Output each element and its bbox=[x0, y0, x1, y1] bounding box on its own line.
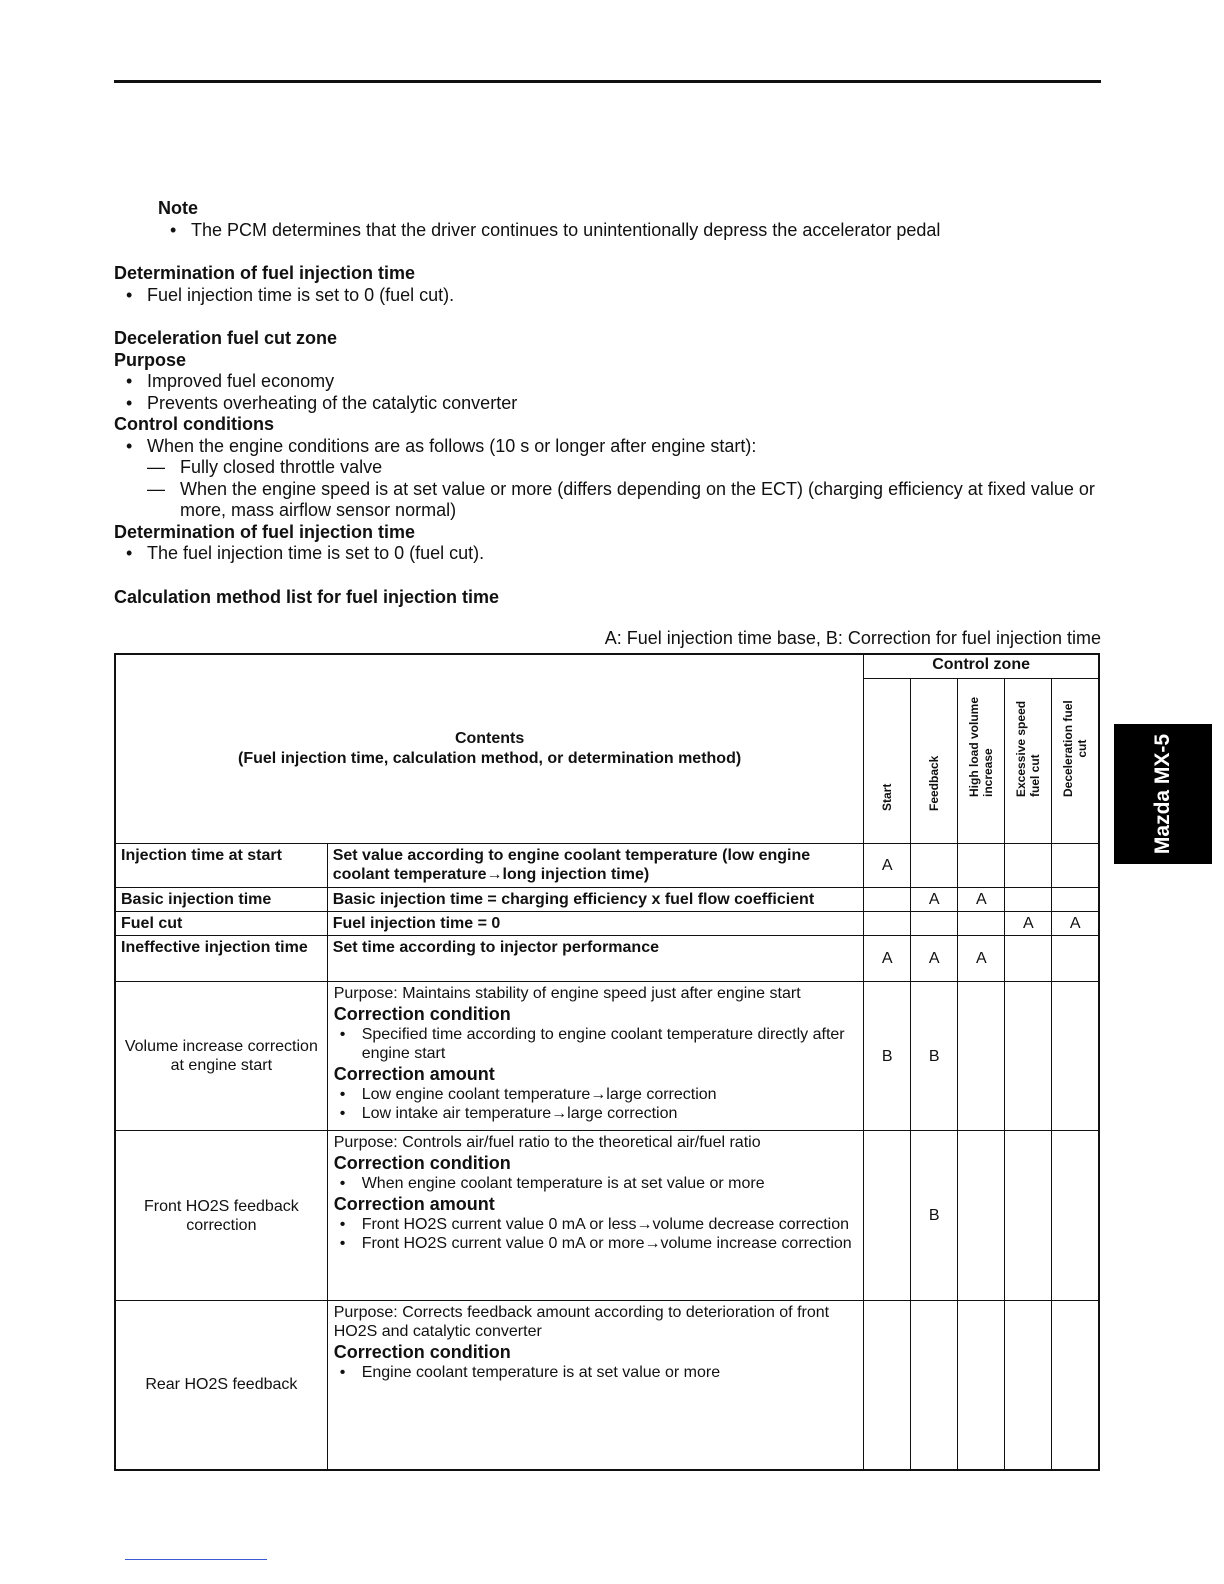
zone-label: Feedback bbox=[927, 755, 942, 811]
zone-label: increase bbox=[981, 748, 996, 797]
zone-mark bbox=[1052, 844, 1099, 888]
table-row bbox=[115, 1301, 1099, 1470]
zone-mark: B bbox=[911, 982, 958, 1131]
contents-header-line1: Contents bbox=[454, 730, 525, 747]
row-label: Basic injection time bbox=[115, 888, 327, 912]
table-row bbox=[115, 844, 1099, 888]
purpose-text: Purpose: Maintains stability of engine speed just after engine start bbox=[333, 985, 801, 1002]
amount-heading: Correction amount bbox=[333, 1194, 495, 1214]
list-item: • Specified time according to engine coolant temperature directly after engine start bbox=[334, 1025, 858, 1063]
zone-mark: A bbox=[958, 888, 1005, 912]
zone-header-start bbox=[864, 679, 911, 844]
control-list bbox=[114, 436, 1101, 458]
zone-header-deceleration bbox=[1052, 679, 1099, 844]
zone-header-high-load bbox=[958, 679, 1005, 844]
table-row bbox=[115, 1131, 1099, 1301]
zone-mark: B bbox=[911, 1131, 958, 1301]
calculation-table bbox=[114, 653, 1100, 1471]
list-item: • Improved fuel economy bbox=[114, 371, 1101, 393]
contents-header bbox=[115, 654, 864, 844]
zone-label: High load volume bbox=[967, 696, 982, 797]
table-row bbox=[115, 888, 1099, 912]
list-item: • Low intake air temperature→large correction bbox=[334, 1104, 858, 1123]
row-content: Fuel injection time = 0 bbox=[327, 912, 864, 936]
zone-mark bbox=[1005, 844, 1052, 888]
zone-label: Start bbox=[880, 783, 895, 811]
determination-heading: Determination of fuel injection time bbox=[114, 521, 416, 542]
zone-mark bbox=[1005, 982, 1052, 1131]
zone-mark bbox=[1052, 982, 1099, 1131]
table-row bbox=[115, 936, 1099, 982]
zone-mark bbox=[1005, 1131, 1052, 1301]
contents-header-line2: (Fuel injection time, calculation method, or determination method) bbox=[238, 750, 742, 767]
zone-mark: B bbox=[864, 982, 911, 1131]
row-content bbox=[327, 982, 864, 1131]
row-label: Rear HO2S feedback bbox=[115, 1301, 327, 1470]
list-item: • The PCM determines that the driver continues to unintentionally depress the accelerator pedal bbox=[158, 220, 1101, 242]
side-tab-label: Mazda MX-5 bbox=[1151, 733, 1174, 855]
condition-heading: Correction condition bbox=[333, 1004, 511, 1024]
zone-mark bbox=[911, 1301, 958, 1470]
zone-mark bbox=[1052, 936, 1099, 982]
zone-header-excessive-speed bbox=[1005, 679, 1052, 844]
zone-mark bbox=[958, 844, 1005, 888]
amount-heading: Correction amount bbox=[333, 1064, 495, 1084]
purpose-text: Purpose: Controls air/fuel ratio to the theoretical air/fuel ratio bbox=[333, 1134, 761, 1151]
zone-header-feedback bbox=[911, 679, 958, 844]
section-heading: Determination of fuel injection time bbox=[114, 263, 416, 283]
condition-list bbox=[334, 1174, 858, 1193]
list-item: • The fuel injection time is set to 0 (fuel cut). bbox=[114, 543, 1101, 565]
zone-mark bbox=[958, 1301, 1005, 1470]
zone-mark bbox=[864, 912, 911, 936]
footer-link-rule bbox=[125, 1559, 267, 1560]
note-block bbox=[158, 198, 1101, 241]
list-item: • Engine coolant temperature is at set value or more bbox=[334, 1363, 858, 1382]
control-heading: Control conditions bbox=[114, 414, 274, 434]
zone-mark bbox=[911, 844, 958, 888]
zone-mark bbox=[958, 912, 1005, 936]
zone-label: cut bbox=[1075, 739, 1090, 758]
zone-mark: A bbox=[911, 888, 958, 912]
determination-list bbox=[114, 543, 1101, 565]
control-zone-header: Control zone bbox=[864, 654, 1099, 679]
zone-label: fuel cut bbox=[1028, 754, 1043, 797]
top-rule bbox=[114, 80, 1101, 83]
list-item: • When engine coolant temperature is at set value or more bbox=[334, 1174, 858, 1193]
zone-mark bbox=[1005, 936, 1052, 982]
condition-list bbox=[334, 1025, 858, 1063]
zone-mark: A bbox=[1005, 912, 1052, 936]
note-heading: Note bbox=[158, 198, 198, 218]
table-row bbox=[115, 912, 1099, 936]
zone-mark bbox=[1005, 1301, 1052, 1470]
control-sublist bbox=[114, 457, 1101, 522]
zone-mark bbox=[864, 888, 911, 912]
row-content bbox=[327, 1301, 864, 1470]
zone-mark: A bbox=[864, 936, 911, 982]
page-content bbox=[114, 198, 1101, 650]
condition-list bbox=[334, 1363, 858, 1382]
condition-heading: Correction condition bbox=[333, 1153, 511, 1173]
note-list bbox=[158, 220, 1101, 242]
row-content: Set time according to injector performance bbox=[327, 936, 864, 982]
calc-heading: Calculation method list for fuel injection time bbox=[114, 586, 500, 607]
side-tab bbox=[1114, 724, 1212, 864]
amount-list bbox=[334, 1215, 858, 1253]
condition-heading: Correction condition bbox=[333, 1342, 511, 1362]
table-row bbox=[115, 982, 1099, 1131]
zone-mark bbox=[1052, 1301, 1099, 1470]
zone-mark: A bbox=[1052, 912, 1099, 936]
list-item: • Front HO2S current value 0 mA or less→volume decrease correction bbox=[334, 1215, 858, 1234]
zone-mark bbox=[1005, 888, 1052, 912]
row-label: Front HO2S feedback correction bbox=[115, 1131, 327, 1301]
list-item: • Fuel injection time is set to 0 (fuel cut). bbox=[114, 285, 1101, 307]
list-item: • When the engine conditions are as follows (10 s or longer after engine start): bbox=[114, 436, 1101, 458]
amount-list bbox=[334, 1085, 858, 1123]
decel-heading: Deceleration fuel cut zone bbox=[114, 328, 338, 348]
row-label: Volume increase correction at engine start bbox=[115, 982, 327, 1131]
list-item: • Prevents overheating of the catalytic converter bbox=[114, 393, 1101, 415]
zone-mark bbox=[958, 1131, 1005, 1301]
zone-label: Excessive speed bbox=[1014, 700, 1029, 797]
zone-mark: A bbox=[958, 936, 1005, 982]
zone-mark: A bbox=[911, 936, 958, 982]
zone-mark bbox=[864, 1301, 911, 1470]
row-label: Ineffective injection time bbox=[115, 936, 327, 982]
zone-mark bbox=[911, 912, 958, 936]
zone-label: Deceleration fuel bbox=[1061, 700, 1076, 797]
table-legend: A: Fuel injection time base, B: Correction for fuel injection time bbox=[604, 628, 1101, 648]
row-label: Fuel cut bbox=[115, 912, 327, 936]
row-label: Injection time at start bbox=[115, 844, 327, 888]
section-list bbox=[114, 285, 1101, 307]
purpose-text: Purpose: Corrects feedback amount according to deterioration of front HO2S and catalytic converter bbox=[333, 1304, 830, 1340]
list-item: — When the engine speed is at set value or more (differs depending on the ECT) (charging efficiency at fixed value or more, mass airflow sensor normal) bbox=[147, 479, 1101, 522]
list-item: • Low engine coolant temperature→large correction bbox=[334, 1085, 858, 1104]
row-content: Basic injection time = charging efficiency x fuel flow coefficient bbox=[327, 888, 864, 912]
zone-mark bbox=[1052, 888, 1099, 912]
zone-mark bbox=[864, 1131, 911, 1301]
row-content: Set value according to engine coolant temperature (low engine coolant temperature→long injection time) bbox=[327, 844, 864, 888]
zone-mark bbox=[958, 982, 1005, 1131]
purpose-list bbox=[114, 371, 1101, 414]
purpose-heading: Purpose bbox=[114, 349, 187, 370]
row-content bbox=[327, 1131, 864, 1301]
zone-mark: A bbox=[864, 844, 911, 888]
list-item: • Front HO2S current value 0 mA or more→volume increase correction bbox=[334, 1234, 858, 1253]
list-item: — Fully closed throttle valve bbox=[147, 457, 1101, 479]
zone-mark bbox=[1052, 1131, 1099, 1301]
